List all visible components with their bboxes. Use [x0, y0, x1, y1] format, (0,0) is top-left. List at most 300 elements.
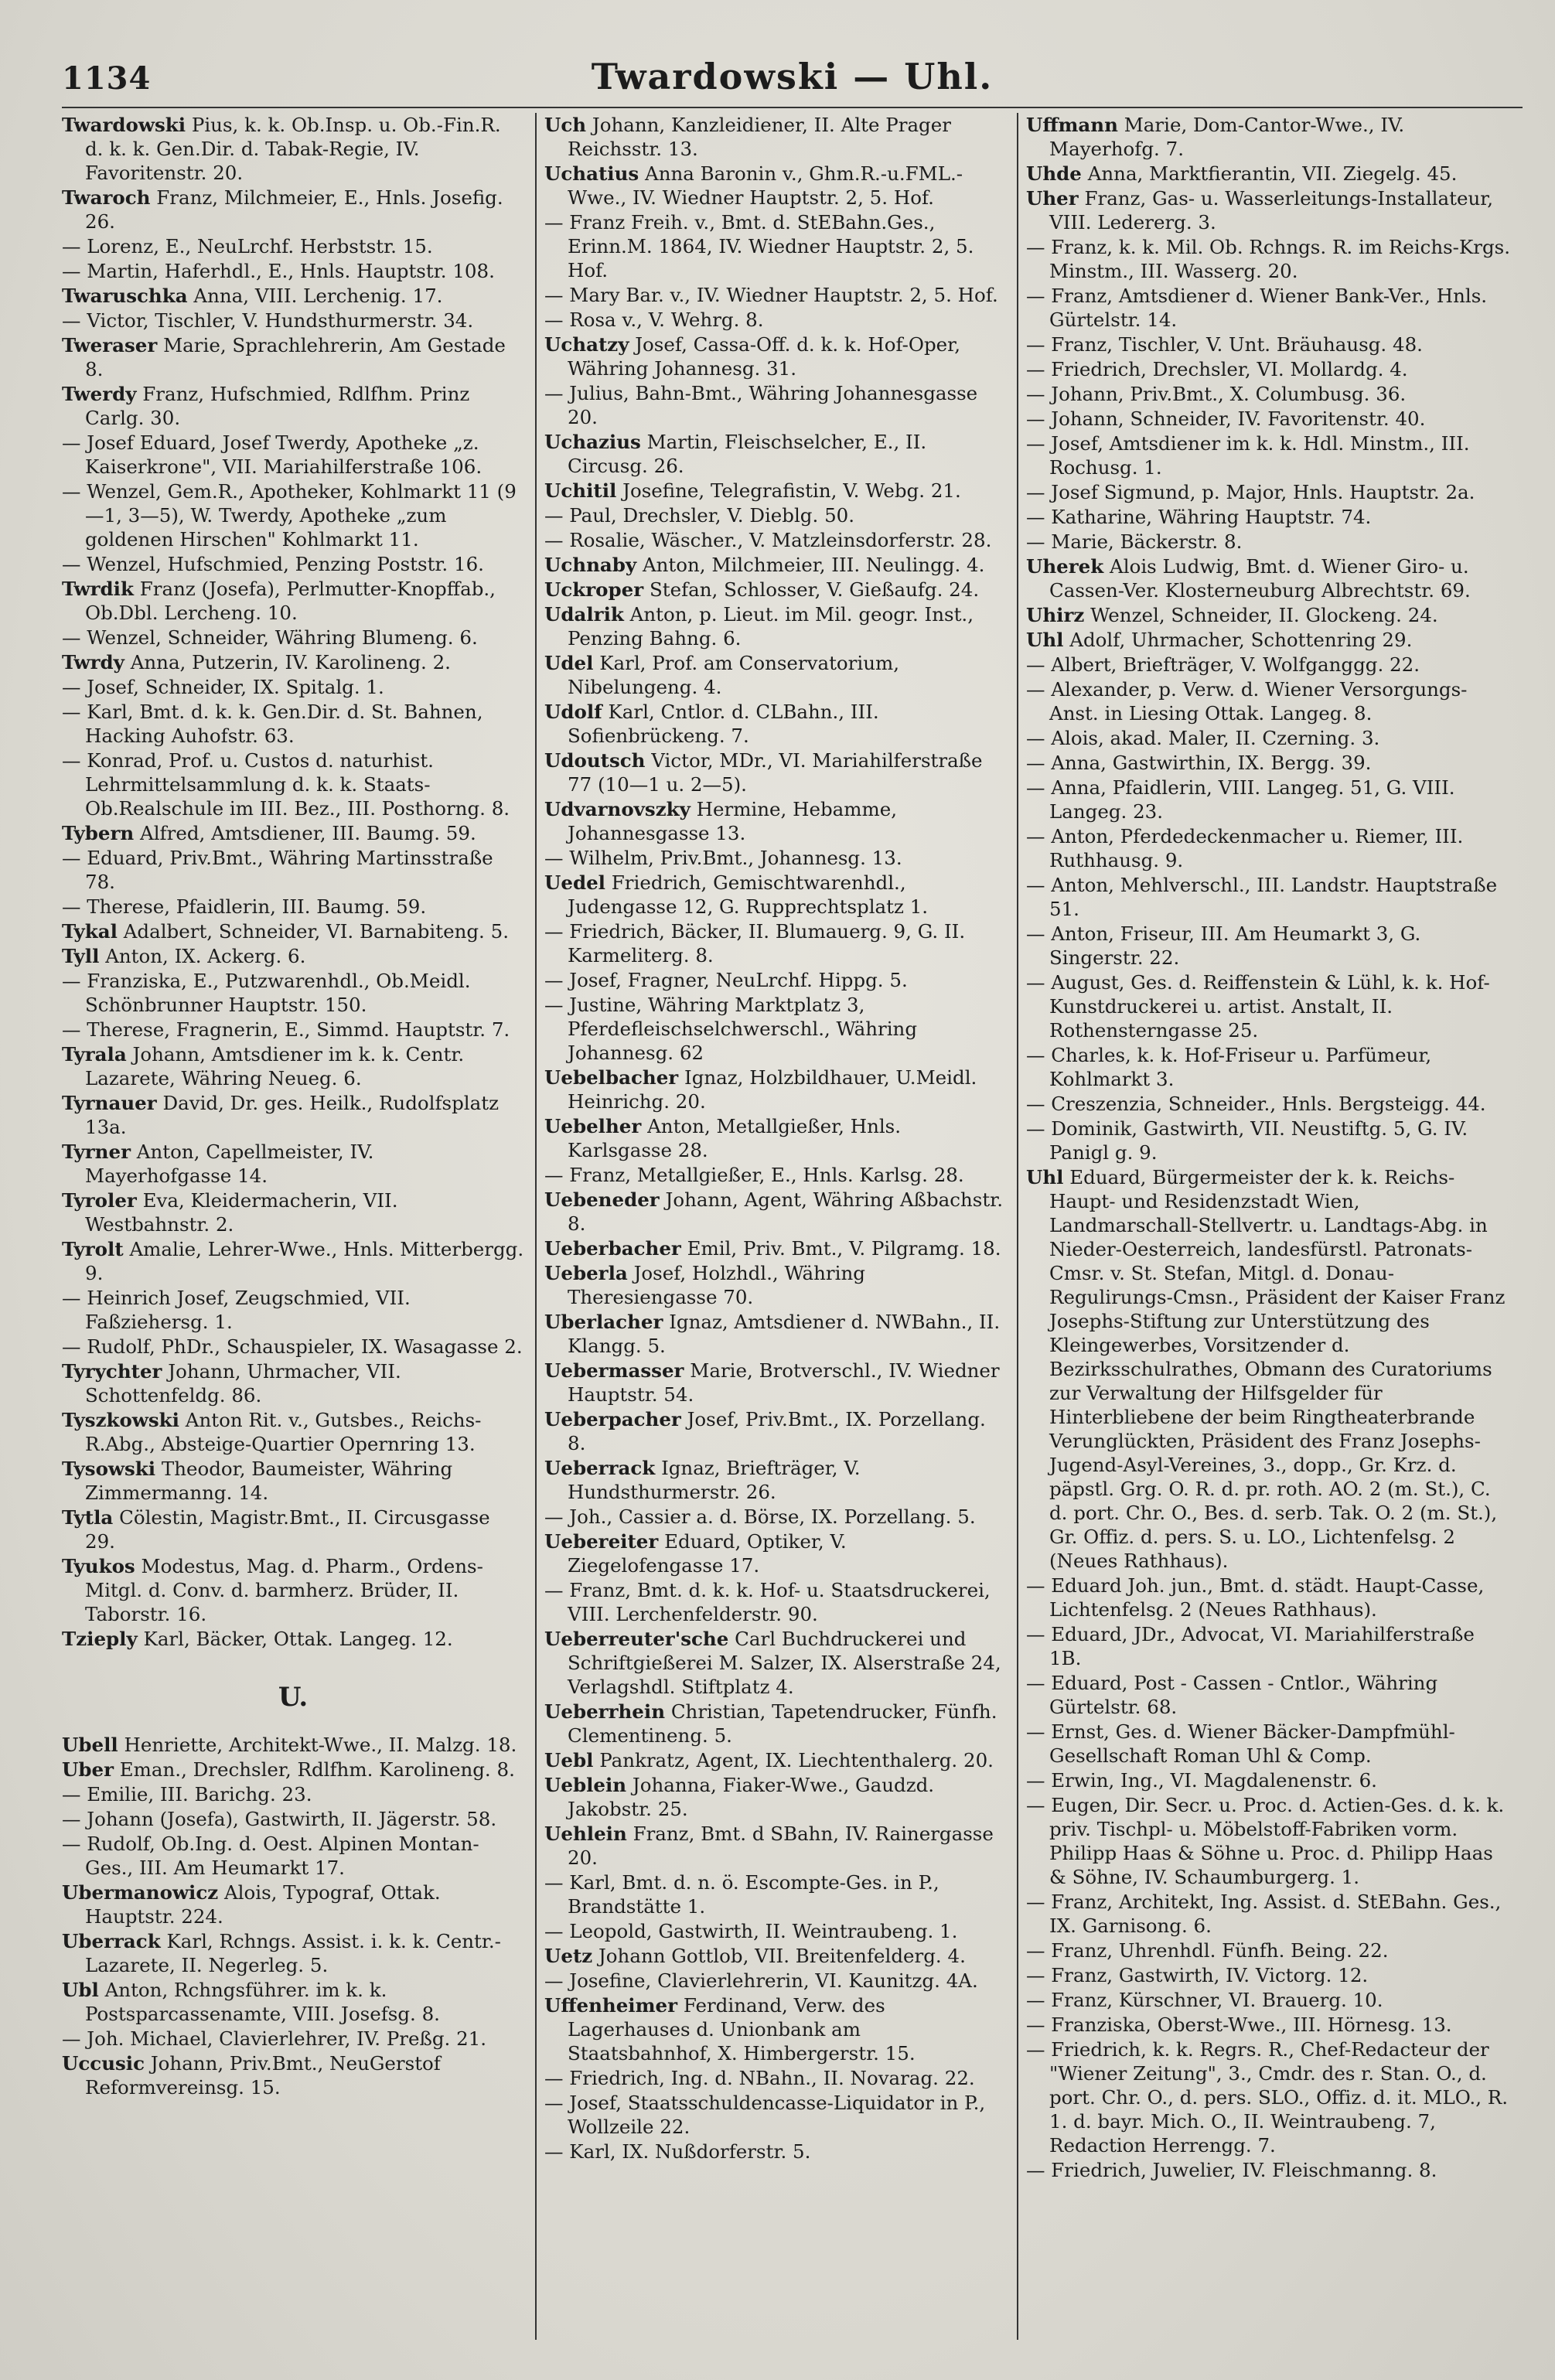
directory-entry	[544, 651, 1006, 699]
entry-details: — Anton, Friseur, III. Am Heumarkt 3, G. Singerstr. 22.	[1026, 922, 1421, 969]
entry-details: — Konrad, Prof. u. Custos d. naturhist. Lehrmittelsammlung d. k. k. Staats-Ob.Realschule im III. Bez., III. Posthorng. 8.	[62, 749, 510, 820]
entry-surname: Uffmann	[1026, 114, 1118, 136]
directory-entry	[62, 1042, 524, 1090]
entry-details: — Franz, Kürschner, VI. Brauerg. 10.	[1026, 1989, 1383, 2011]
directory-entry	[62, 1554, 524, 1626]
entry-surname: Uebelher	[544, 1115, 642, 1137]
directory-entry	[544, 1310, 1006, 1358]
directory-entry	[1026, 382, 1512, 406]
entry-details: — Rosalie, Wäscher., V. Matzleinsdorferstr. 28.	[544, 529, 992, 551]
entry-details: — Joh., Cassier a. d. Börse, IX. Porzellang. 5.	[544, 1505, 976, 1528]
page-number: 1134	[62, 60, 152, 97]
directory-entry	[62, 1018, 524, 1042]
entry-details: Anton, Rchngsführer. im k. k. Postsparcassenamte, VIII. Josefsg. 8.	[85, 1979, 440, 2025]
directory-entry	[62, 1880, 524, 1928]
entry-details: Friedrich, Gemischtwarenhdl., Judengasse 12, G. Rupprechtsplatz 1.	[568, 871, 929, 918]
entry-details: — Therese, Pfaidlerin, III. Baumg. 59.	[62, 895, 427, 918]
entry-details: — Franz, Bmt. d. k. k. Hof- u. Staatsdruckerei, VIII. Lerchenfelderstr. 90.	[544, 1579, 991, 1625]
entry-details: Alois, Typograf, Ottak. Hauptstr. 224.	[85, 1881, 441, 1928]
directory-entry	[544, 993, 1006, 1065]
directory-entry	[62, 1807, 524, 1831]
directory-entry	[62, 675, 524, 699]
directory-entry	[62, 919, 524, 943]
entry-details: Josef, Priv.Bmt., IX. Porzellang. 8.	[568, 1408, 986, 1454]
directory-entry	[1026, 922, 1512, 970]
entry-details: — Creszenzia, Schneider., Hnls. Bergsteigg. 44.	[1026, 1093, 1486, 1115]
entry-details: — Josef, Fragner, NeuLrchf. Hippg. 5.	[544, 969, 908, 991]
entry-surname: Udoutsch	[544, 749, 646, 772]
entry-details: — Franz, Metallgießer, E., Hnls. Karlsg. 28.	[544, 1164, 964, 1186]
entry-details: Pankratz, Agent, IX. Liechtenthalerg. 20.	[599, 1749, 994, 1771]
entry-details: Anton, Milchmeier, III. Neulingg. 4.	[642, 554, 985, 576]
columns	[62, 113, 1523, 2340]
directory-entry	[1026, 2158, 1512, 2182]
directory-entry	[62, 309, 524, 332]
entry-details: — Victor, Tischler, V. Hundsthurmerstr. 34.	[62, 309, 474, 332]
page-header	[62, 46, 1523, 108]
entry-details: Anton Rit. v., Gutsbes., Reichs-R.Abg., Absteige-Quartier Opernring 13.	[85, 1409, 482, 1455]
entry-details: — Mary Bar. v., IV. Wiedner Hauptstr. 2, 5. Hof.	[544, 284, 998, 306]
entry-details: Anton, IX. Ackerg. 6.	[105, 945, 306, 967]
directory-entry	[544, 1773, 1006, 1821]
directory-entry	[62, 1408, 524, 1456]
entry-details: — Franziska, E., Putzwarenhdl., Ob.Meidl. Schönbrunner Hauptstr. 150.	[62, 970, 471, 1016]
directory-entry	[1026, 1117, 1512, 1164]
entry-surname: Ubermanowicz	[62, 1881, 219, 1904]
directory-entry	[1026, 186, 1512, 234]
entry-surname: Ueberpacher	[544, 1408, 681, 1430]
entry-details: — Franz, Tischler, V. Unt. Bräuhausg. 48.	[1026, 333, 1423, 356]
directory-entry	[62, 748, 524, 820]
entry-details: Anton, Metallgießer, Hnls. Karlsgasse 28.	[568, 1115, 902, 1161]
entry-details: — Eduard, JDr., Advocat, VI. Mariahilferstraße 1B.	[1026, 1623, 1475, 1669]
entry-details: Martin, Fleischselcher, E., II. Circusg. 26.	[568, 431, 927, 477]
directory-entry	[1026, 407, 1512, 431]
entry-details: — Marie, Bäckerstr. 8.	[1026, 530, 1243, 553]
section-heading: U.	[278, 1682, 309, 1713]
directory-entry	[62, 1188, 524, 1236]
entry-details: — Friedrich, Drechsler, VI. Mollardg. 4.	[1026, 358, 1408, 380]
entry-surname: Uchatius	[544, 162, 639, 185]
directory-entry	[62, 186, 524, 234]
directory-entry	[544, 968, 1006, 992]
directory-entry	[544, 1529, 1006, 1577]
entry-surname: Uhirz	[1026, 604, 1085, 626]
entry-details: — Karl, Bmt. d. k. k. Gen.Dir. d. St. Bahnen, Hacking Auhofstr. 63.	[62, 701, 483, 747]
entry-details: Karl, Rchngs. Assist. i. k. k. Centr.-Lazarete, II. Negerleg. 5.	[85, 1930, 501, 1976]
entry-surname: Tyukos	[62, 1555, 135, 1577]
directory-entry	[544, 430, 1006, 478]
entry-details: — Friedrich, k. k. Regrs. R., Chef-Redacteur der "Wiener Zeitung", 3., Cmdr. des r. Stan. O., d. port. Chr. O., d. pers. SLO., Offiz. d. it. MLO., R. 1. d. bayr. Mich. O., II. Weintraubeng. 7, Redaction Herrengg. 7.	[1026, 2038, 1509, 2157]
directory-entry	[544, 1066, 1006, 1113]
entry-details: Franz, Milchmeier, E., Hnls. Josefig. 26.	[85, 186, 503, 233]
entry-details: Johann, Kanzleidiener, II. Alte Prager Reichsstr. 13.	[568, 114, 951, 160]
entry-details: Alfred, Amtsdiener, III. Baumg. 59.	[140, 822, 476, 844]
directory-entry	[544, 1261, 1006, 1309]
entry-details: Marie, Sprachlehrerin, Am Gestade 8.	[85, 334, 506, 380]
directory-entry	[544, 283, 1006, 307]
directory-entry	[1026, 1963, 1512, 1987]
directory-entry	[1026, 824, 1512, 872]
entry-details: — Franziska, Oberst-Wwe., III. Hörnesg. 13.	[1026, 2013, 1452, 2036]
directory-entry	[544, 162, 1006, 210]
directory-entry	[1026, 113, 1512, 161]
directory-entry	[544, 503, 1006, 527]
entry-details: Pius, k. k. Ob.Insp. u. Ob.-Fin.R. d. k. k. Gen.Dir. d. Tabak-Regie, IV. Favoritenstr. 20.	[85, 114, 501, 184]
entry-surname: Uberrack	[62, 1930, 161, 1952]
directory-entry	[1026, 653, 1512, 677]
directory-entry	[544, 919, 1006, 967]
directory-entry	[62, 1733, 524, 1757]
entry-details: — Wenzel, Hufschmied, Penzing Poststr. 16.	[62, 553, 484, 575]
directory-entry	[62, 1782, 524, 1806]
directory-entry	[544, 1505, 1006, 1529]
entry-surname: Tytla	[62, 1506, 114, 1529]
directory-entry	[544, 2091, 1006, 2139]
entry-surname: Tysowski	[62, 1458, 156, 1480]
entry-details: — Charles, k. k. Hof-Friseur u. Parfümeur, Kohlmarkt 3.	[1026, 1044, 1432, 1090]
directory-entry	[544, 381, 1006, 429]
directory-entry	[1026, 1043, 1512, 1091]
directory-entry	[62, 1627, 524, 1651]
directory-entry	[62, 1335, 524, 1359]
entry-details: — Alois, akad. Maler, II. Czerning. 3.	[1026, 727, 1380, 749]
entry-surname: Uckroper	[544, 578, 644, 601]
directory-entry	[544, 553, 1006, 577]
entry-details: Karl, Cntlor. d. CLBahn., III. Sofienbrückeng. 7.	[568, 701, 879, 747]
directory-entry	[1026, 1768, 1512, 1792]
directory-entry	[62, 1359, 524, 1407]
entry-surname: Tyrala	[62, 1043, 127, 1066]
entry-details: — Martin, Haferhdl., E., Hnls. Hauptstr. 108.	[62, 260, 495, 282]
entry-details: — Anna, Pfaidlerin, VIII. Langeg. 51, G. VIII. Langeg. 23.	[1026, 776, 1455, 823]
directory-entry	[1026, 530, 1512, 554]
entry-details: — Paul, Drechsler, V. Dieblg. 50.	[544, 504, 855, 527]
directory-entry	[544, 871, 1006, 919]
entry-details: — Josef Sigmund, p. Major, Hnls. Hauptstr. 2a.	[1026, 481, 1475, 503]
entry-details: Carl Buchdruckerei und Schriftgießerei M. Salzer, IX. Alserstraße 24, Verlagshdl. Stiftplatz 4.	[568, 1628, 1001, 1698]
entry-details: — Karl, Bmt. d. n. ö. Escompte-Ges. in P., Brandstätte 1.	[544, 1871, 939, 1918]
entry-surname: Uch	[544, 114, 587, 136]
entry-surname: Twrdy	[62, 651, 124, 673]
entry-surname: Uchazius	[544, 431, 641, 453]
entry-details: Anton, p. Lieut. im Mil. geogr. Inst., Penzing Bahng. 6.	[568, 603, 974, 650]
entry-details: Anna, Marktfierantin, VII. Ziegelg. 45.	[1087, 162, 1458, 185]
entry-details: Ignaz, Holzbildhauer, U.Meidl. Heinrichg. 20.	[568, 1066, 977, 1113]
directory-entry	[1026, 1890, 1512, 1938]
directory-entry	[544, 1944, 1006, 1968]
entry-surname: Ueberreuter'sche	[544, 1628, 729, 1650]
entry-details: Hermine, Hebamme, Johannesgasse 13.	[568, 798, 898, 844]
entry-details: Eman., Drechsler, Rdlfhm. Karolineng. 8.	[119, 1758, 515, 1781]
entry-surname: Ueberla	[544, 1262, 628, 1284]
entry-details: — Wenzel, Schneider, Währing Blumeng. 6.	[62, 626, 478, 649]
entry-details: Marie, Dom-Cantor-Wwe., IV. Mayerhofg. 7.	[1049, 114, 1405, 160]
directory-entry	[1026, 235, 1512, 283]
entry-details: Theodor, Baumeister, Währing Zimmermanng. 14.	[85, 1458, 453, 1504]
entry-surname: Uebl	[544, 1749, 594, 1771]
directory-entry	[544, 797, 1006, 845]
entry-details: — Lorenz, E., NeuLrchf. Herbststr. 15.	[62, 235, 433, 257]
entry-details: — Eduard, Post - Cassen - Cntlor., Währing Gürtelstr. 68.	[1026, 1672, 1438, 1718]
entry-details: — Julius, Bahn-Bmt., Währing Johannesgasse 20.	[544, 382, 978, 428]
entry-details: Adalbert, Schneider, VI. Barnabiteng. 5.	[123, 920, 509, 943]
entry-surname: Uberlacher	[544, 1311, 663, 1333]
directory-entry	[544, 113, 1006, 161]
directory-entry	[62, 1091, 524, 1139]
entry-details: Josefine, Telegrafistin, V. Webg. 21.	[622, 479, 961, 502]
directory-entry	[544, 332, 1006, 380]
directory-entry	[544, 1822, 1006, 1870]
directory-entry	[62, 821, 524, 845]
entry-surname: Tzieply	[62, 1628, 138, 1650]
entry-surname: Twaruschka	[62, 285, 188, 307]
directory-entry	[62, 382, 524, 430]
entry-surname: Uccusic	[62, 2052, 145, 2075]
directory-entry	[544, 602, 1006, 650]
entry-details: Eduard, Optiker, V. Ziegelofengasse 17.	[568, 1530, 847, 1577]
directory-entry	[544, 1993, 1006, 2065]
entry-details: — Franz, Architekt, Ing. Assist. d. StEBahn. Ges., IX. Garnisong. 6.	[1026, 1891, 1502, 1937]
entry-details: Victor, MDr., VI. Mariahilferstraße 77 (10—1 u. 2—5).	[568, 749, 983, 796]
directory-entry	[62, 1140, 524, 1188]
entry-details: Johann, Priv.Bmt., NeuGerstof Reformvereinsg. 15.	[85, 2052, 441, 2099]
directory-entry	[62, 895, 524, 919]
entry-details: Modestus, Mag. d. Pharm., Ordens-Mitgl. d. Conv. d. barmherz. Brüder, II. Taborstr. 16.	[85, 1555, 483, 1625]
directory-entry	[544, 1919, 1006, 1943]
directory-entry	[544, 2140, 1006, 2163]
entry-details: — Franz, Uhrenhdl. Fünfh. Being. 22.	[1026, 1939, 1389, 1962]
directory-entry	[1026, 431, 1512, 479]
entry-surname: Uchnaby	[544, 554, 637, 576]
entry-details: Ignaz, Briefträger, V. Hundsthurmerstr. 26.	[568, 1457, 861, 1503]
directory-entry	[1026, 776, 1512, 823]
directory-entry	[544, 1870, 1006, 1918]
directory-entry	[1026, 751, 1512, 775]
directory-entry	[1026, 726, 1512, 750]
entry-details: — Wilhelm, Priv.Bmt., Johannesg. 13.	[544, 847, 902, 869]
directory-entry	[1026, 505, 1512, 529]
entry-details: — Anna, Gastwirthin, IX. Bergg. 39.	[1026, 752, 1372, 774]
directory-entry	[544, 846, 1006, 870]
entry-details: — Anton, Mehlverschl., III. Landstr. Hauptstraße 51.	[1026, 874, 1498, 920]
entry-surname: Tykal	[62, 920, 118, 943]
directory-entry	[62, 1929, 524, 1977]
directory-entry	[62, 1978, 524, 2026]
entry-details: Stefan, Schlosser, V. Gießaufg. 24.	[649, 578, 980, 601]
directory-entry	[62, 113, 524, 185]
entry-details: Anton, Capellmeister, IV. Mayerhofgasse 14.	[85, 1141, 374, 1187]
entry-surname: Udalrik	[544, 603, 624, 626]
entry-details: — Joh. Michael, Clavierlehrer, IV. Preßg. 21.	[62, 2027, 487, 2050]
entry-details: Wenzel, Schneider, II. Glockeng. 24.	[1090, 604, 1438, 626]
entry-details: Franz, Hufschmied, Rdlfhm. Prinz Carlg. 30.	[85, 383, 470, 429]
page-title: Twardowski — Uhl.	[591, 56, 994, 97]
entry-surname: Tyrolt	[62, 1238, 124, 1260]
entry-details: Karl, Bäcker, Ottak. Langeg. 12.	[143, 1628, 453, 1650]
entry-details: Cölestin, Magistr.Bmt., II. Circusgasse 29.	[85, 1506, 490, 1553]
entry-details: — Wenzel, Gem.R., Apotheker, Kohlmarkt 11 (9—1, 3—5), W. Twerdy, Apotheke „zum goldenen Hirschen" Kohlmarkt 11.	[62, 480, 517, 551]
entry-details: Christian, Tapetendrucker, Fünfh. Clementineng. 5.	[568, 1700, 997, 1747]
entry-surname: Twaroch	[62, 186, 151, 209]
entry-surname: Uffenheimer	[544, 1994, 678, 2017]
entry-details: Karl, Prof. am Conservatorium, Nibelungeng. 4.	[568, 652, 900, 698]
entry-details: — August, Ges. d. Reiffenstein & Lühl, k. k. Hof-Kunstdruckerei u. artist. Anstalt, II. Rothensterngasse 25.	[1026, 971, 1490, 1042]
directory-entry	[62, 284, 524, 308]
entry-details: — Friedrich, Juwelier, IV. Fleischmanng. 8.	[1026, 2159, 1437, 2181]
entry-surname: Uher	[1026, 187, 1079, 210]
entry-details: — Josef, Staatsschuldencasse-Liquidator in P., Wollzeile 22.	[544, 2092, 986, 2138]
entry-details: — Franz Freih. v., Bmt. d. StEBahn.Ges., Erinn.M. 1864, IV. Wiedner Hauptstr. 2, 5. Hof.	[544, 211, 974, 281]
entry-surname: Uhl	[1026, 629, 1064, 651]
entry-details: — Karl, IX. Nußdorferstr. 5.	[544, 2140, 811, 2163]
entry-surname: Tyszkowski	[62, 1409, 179, 1431]
entry-details: — Therese, Fragnerin, E., Simmd. Hauptstr. 7.	[62, 1018, 510, 1041]
directory-entry	[544, 1969, 1006, 1993]
directory-entry	[544, 700, 1006, 748]
directory-entry	[62, 650, 524, 674]
entry-details: — Josef, Amtsdiener im k. k. Hdl. Minstm., III. Rochusg. 1.	[1026, 432, 1470, 479]
column-2	[535, 113, 1017, 2340]
entry-surname: Twardowski	[62, 114, 186, 136]
entry-surname: Tyll	[62, 945, 100, 967]
directory-entry	[62, 626, 524, 650]
entry-details: — Eduard Joh. jun., Bmt. d. städt. Haupt-Casse, Lichtenfelsg. 2 (Neues Rathhaus).	[1026, 1574, 1485, 1621]
entry-surname: Tyrychter	[62, 1360, 162, 1383]
entry-details: Franz, Gas- u. Wasserleitungs-Installateur, VIII. Ledererg. 3.	[1049, 187, 1494, 234]
directory-entry	[544, 2066, 1006, 2090]
entry-details: Amalie, Lehrer-Wwe., Hnls. Mitterbergg. 9.	[85, 1238, 524, 1284]
entry-details: — Josefine, Clavierlehrerin, VI. Kaunitzg. 4A.	[544, 1969, 978, 1992]
entry-details: — Eugen, Dir. Secr. u. Proc. d. Actien-Ges. d. k. k. priv. Tischpl- u. Möbelstoff-Fabriken vorm. Philipp Haas & Söhne u. Proc. d. Philipp Haas & Söhne, IV. Schaumburgerg. 1.	[1026, 1794, 1505, 1888]
entry-surname: Udolf	[544, 701, 602, 723]
directory-entry	[544, 479, 1006, 503]
directory-entry	[544, 528, 1006, 552]
directory-entry	[544, 1163, 1006, 1187]
directory-entry	[544, 1359, 1006, 1407]
entry-details: Johann, Uhrmacher, VII. Schottenfeldg. 86.	[85, 1360, 401, 1407]
entry-details: — Johann, Priv.Bmt., X. Columbusg. 36.	[1026, 383, 1407, 405]
entry-details: — Josef Eduard, Josef Twerdy, Apotheke „z. Kaiserkrone", VII. Mariahilferstraße 106.	[62, 431, 483, 478]
directory-entry	[62, 552, 524, 576]
entry-details: Johann, Agent, Währing Aßbachstr. 8.	[568, 1188, 1003, 1235]
entry-details: — Friedrich, Ing. d. NBahn., II. Novarag. 22.	[544, 2067, 975, 2089]
entry-details: — Rudolf, PhDr., Schauspieler, IX. Wasagasse 2.	[62, 1335, 523, 1358]
directory-entry	[62, 846, 524, 894]
entry-surname: Twrdik	[62, 578, 134, 600]
directory-entry	[544, 1456, 1006, 1504]
column-3	[1017, 113, 1523, 2340]
entry-surname: Uebermasser	[544, 1359, 684, 1382]
entry-details: — Anton, Pferdedeckenmacher u. Riemer, III. Ruthhausg. 9.	[1026, 825, 1464, 871]
entry-details: — Franz, Amtsdiener d. Wiener Bank-Ver., Hnls. Gürtelstr. 14.	[1026, 285, 1488, 331]
entry-details: — Franz, Gastwirth, IV. Victorg. 12.	[1026, 1964, 1369, 1986]
directory-entry	[544, 1188, 1006, 1236]
entry-details: Adolf, Uhrmacher, Schottenring 29.	[1069, 629, 1413, 651]
entry-surname: Tyroler	[62, 1189, 137, 1212]
directory-entry	[1026, 1720, 1512, 1768]
entry-details: — Heinrich Josef, Zeugschmied, VII. Faßziehersg. 1.	[62, 1287, 411, 1333]
entry-details: — Rosa v., V. Wehrg. 8.	[544, 309, 764, 331]
entry-details: — Erwin, Ing., VI. Magdalenenstr. 6.	[1026, 1769, 1377, 1792]
entry-surname: Uehlein	[544, 1823, 627, 1845]
entry-details: Anna Baronin v., Ghm.R.-u.FML.-Wwe., IV. Wiedner Hauptstr. 2, 5. Hof.	[568, 162, 963, 209]
directory-entry	[1026, 284, 1512, 332]
entry-details: Franz, Bmt. d SBahn, IV. Rainergasse 20.	[568, 1823, 994, 1869]
entry-details: — Ernst, Ges. d. Wiener Bäcker-Dampfmühl-Gesellschaft Roman Uhl & Comp.	[1026, 1720, 1455, 1767]
directory-entry	[1026, 1938, 1512, 1962]
entry-details: — Rudolf, Ob.Ing. d. Oest. Alpinen Montan-Ges., III. Am Heumarkt 17.	[62, 1833, 479, 1879]
entry-details: — Emilie, III. Barichg. 23.	[62, 1783, 312, 1805]
directory-entry	[544, 1114, 1006, 1162]
directory-entry	[62, 1457, 524, 1505]
entry-details: Franz (Josefa), Perlmutter-Knopffab., Ob.Dbl. Lercheng. 10.	[85, 578, 496, 624]
directory-entry	[1026, 480, 1512, 504]
entry-surname: Tybern	[62, 822, 135, 844]
entry-surname: Tyrner	[62, 1141, 131, 1163]
directory-entry	[544, 1407, 1006, 1455]
column-1	[62, 113, 535, 2340]
entry-details: — Alexander, p. Verw. d. Wiener Versorgungs-Anst. in Liesing Ottak. Langeg. 8.	[1026, 678, 1468, 725]
entry-surname: Ueberrhein	[544, 1700, 666, 1723]
directory-entry	[62, 577, 524, 625]
entry-surname: Uebelbacher	[544, 1066, 679, 1089]
directory-entry	[62, 700, 524, 748]
entry-surname: Uhde	[1026, 162, 1082, 185]
entry-surname: Uherek	[1026, 555, 1104, 578]
entry-details: — Josef, Schneider, IX. Spitalg. 1.	[62, 676, 384, 698]
directory-entry	[1026, 1793, 1512, 1889]
directory-entry	[1026, 677, 1512, 725]
entry-details: Ferdinand, Verw. des Lagerhauses d. Unionbank am Staatsbahnhof, X. Himbergerstr. 15.	[568, 1994, 916, 2065]
entry-surname: Ubell	[62, 1734, 118, 1756]
entry-details: Marie, Brotverschl., IV. Wiedner Hauptstr. 54.	[568, 1359, 1000, 1406]
directory-entry	[1026, 554, 1512, 602]
entry-details: Johann, Amtsdiener im k. k. Centr. Lazarete, Währing Neueg. 6.	[85, 1043, 465, 1089]
entry-details: Josef, Cassa-Off. d. k. k. Hof-Oper, Währing Johannesg. 31.	[568, 333, 960, 380]
entry-surname: Ueblein	[544, 1774, 627, 1796]
entry-surname: Udel	[544, 652, 594, 674]
directory-entry	[544, 308, 1006, 332]
directory-entry	[1026, 628, 1512, 652]
directory-entry	[544, 1236, 1006, 1260]
entry-details: Eduard, Bürgermeister der k. k. Reichs-Haupt- und Residenzstadt Wien, Landmarschall-Stellvertr. u. Landtags-Abg. in Nieder-Oesterreich, landesfürstl. Patronats-Cmsr. v. St. Stefan, Mitgl. d. Donau-Regulirungs-Cmsn., Präsident der Kaiser Franz Josephs-Stiftung zur Unterstützung des Kleingewerbes, Vorsitzender d. Bezirksschulrathes, Obmann des Curatoriums zur Verwaltung der Hilfsgelder für Hinterbliebene der beim Ringtheaterbrande Verunglückten, Präsident des Franz Josephs-Jugend-Asyl-Vereines, 3., dopp., Gr. Krz. d. päpstl. Grg. O. R. d. pr. roth. AO. 2 (m. St.), C. d. port. Chr. O., Bes. d. serb. Tak. O. 2 (m. St.), Gr. Offiz. d. pers. S. u. LO., Lichtenfelsg. 2 (Neues Rathhaus).	[1049, 1166, 1506, 1572]
directory-entry	[544, 578, 1006, 602]
entry-details: — Franz, k. k. Mil. Ob. Rchngs. R. im Reichs-Krgs. Minstm., III. Wasserg. 20.	[1026, 236, 1511, 282]
directory-entry	[1026, 1165, 1512, 1573]
entry-details: Anna, VIII. Lerchenig. 17.	[193, 285, 443, 307]
entry-surname: Uedel	[544, 871, 605, 894]
directory-entry	[62, 259, 524, 283]
entry-surname: Twerdy	[62, 383, 137, 405]
directory-entry	[62, 333, 524, 381]
directory-entry	[1026, 162, 1512, 186]
entry-details: Johann Gottlob, VII. Breitenfelderg. 4.	[598, 1945, 966, 1967]
entry-details: David, Dr. ges. Heilk., Rudolfsplatz 13a.	[85, 1092, 500, 1138]
entry-details: — Johann, Schneider, IV. Favoritenstr. 40.	[1026, 407, 1426, 430]
directory-entry	[1026, 2013, 1512, 2037]
directory-entry	[1026, 603, 1512, 627]
directory-entry	[1026, 332, 1512, 356]
directory-entry	[1026, 1574, 1512, 1621]
directory-entry	[544, 210, 1006, 282]
directory-entry	[62, 944, 524, 968]
entry-surname: Uebereiter	[544, 1530, 659, 1553]
entry-details: — Friedrich, Bäcker, II. Blumauerg. 9, G. II. Karmeliterg. 8.	[544, 920, 966, 967]
directory-entry	[62, 1237, 524, 1285]
entry-surname: Uchatzy	[544, 333, 629, 356]
entry-surname: Uhl	[1026, 1166, 1064, 1188]
